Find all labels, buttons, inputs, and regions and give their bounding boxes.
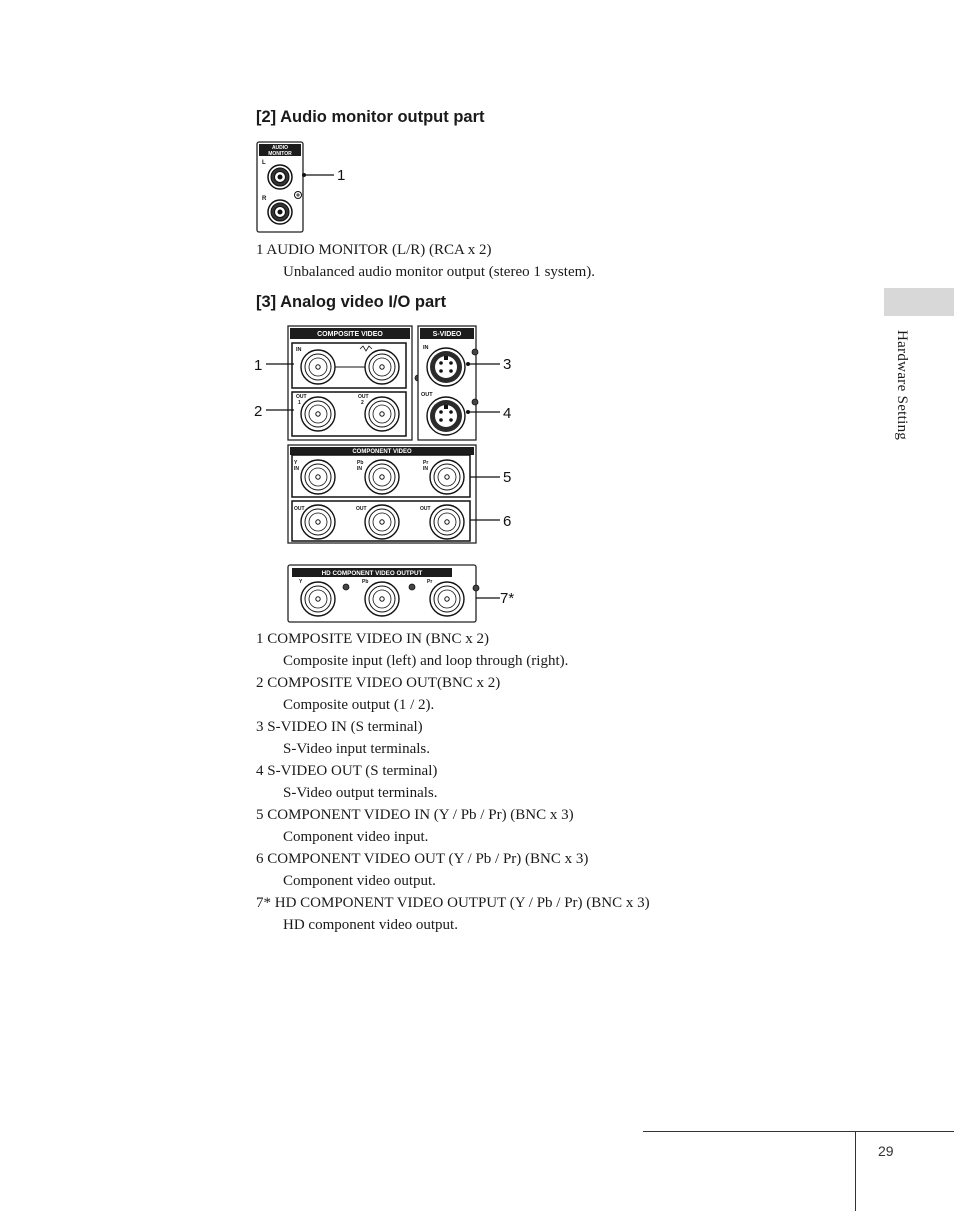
rca-l-connector: [268, 165, 292, 189]
audio-panel-title-2: MONITOR: [268, 151, 292, 157]
svg-text:OUT: OUT: [358, 394, 369, 400]
svg-text:Y: Y: [299, 579, 303, 585]
video-item-title-5: 5 COMPONENT VIDEO IN (Y / Pb / Pr) (BNC x 3): [256, 807, 574, 823]
audio-callout-1: 1: [337, 167, 346, 184]
video-callout-2: 2: [254, 403, 263, 420]
video-section-heading: [3] Analog video I/O part: [256, 293, 447, 311]
video-item-list: [256, 628, 650, 936]
footer-rule: [643, 1131, 954, 1132]
audio-label-r: R: [262, 196, 267, 202]
component-title: COMPONENT VIDEO: [352, 449, 412, 455]
bnc-hd-y: [301, 582, 335, 616]
svg-text:IN: IN: [294, 466, 299, 472]
audio-item-desc: Unbalanced audio monitor output (stereo 1 system).: [283, 264, 596, 280]
video-callout-7: 7*: [500, 590, 515, 607]
video-callout-5: 5: [503, 469, 512, 486]
svg-text:OUT: OUT: [294, 506, 305, 512]
svg-text:Pb: Pb: [362, 579, 369, 585]
hd-title: HD COMPONENT VIDEO OUTPUT: [321, 570, 423, 577]
bnc-connector-composite-out-2: [365, 397, 399, 431]
svg-text:IN: IN: [423, 466, 428, 472]
svideo-in-connector: [427, 348, 465, 386]
svg-text:IN: IN: [423, 345, 429, 351]
video-item-title-6: 6 COMPONENT VIDEO OUT (Y / Pb / Pr) (BNC x 3): [256, 851, 589, 867]
analog-video-figure: [250, 322, 530, 632]
video-callout-6: 6: [503, 513, 512, 530]
chapter-tab: [884, 288, 954, 316]
audio-label-l: L: [262, 160, 266, 166]
bnc-connector-composite-in-2: [365, 350, 399, 384]
svideo-title: S-VIDEO: [432, 331, 462, 338]
svg-text:Pr: Pr: [427, 579, 433, 585]
bnc-component-out-pb: [365, 505, 399, 539]
audio-section-heading: [2] Audio monitor output part: [256, 108, 485, 126]
svg-text:OUT: OUT: [356, 506, 367, 512]
bnc-component-in-pr: [430, 460, 464, 494]
bnc-component-out-y: [301, 505, 335, 539]
svg-text:OUT: OUT: [420, 506, 431, 512]
svg-text:Y: Y: [294, 460, 298, 466]
video-item-desc-6: Component video output.: [283, 873, 436, 889]
audio-monitor-figure: [250, 138, 360, 238]
bnc-component-out-pr: [430, 505, 464, 539]
svg-text:OUT: OUT: [296, 394, 307, 400]
video-item-desc-4: S-Video output terminals.: [283, 785, 438, 801]
video-item-title-1: 1 COMPOSITE VIDEO IN (BNC x 2): [256, 631, 490, 647]
svg-text:OUT: OUT: [421, 392, 433, 398]
bnc-hd-pr: [430, 582, 464, 616]
chapter-side-label: Hardware Setting: [894, 330, 910, 441]
video-item-desc-3: S-Video input terminals.: [283, 741, 430, 757]
svideo-out-connector: [427, 397, 465, 435]
video-callout-4: 4: [503, 405, 512, 422]
footer-divider: [855, 1131, 856, 1211]
svg-text:Pr: Pr: [423, 460, 429, 466]
audio-item-title: 1 AUDIO MONITOR (L/R) (RCA x 2): [256, 242, 492, 258]
bnc-connector-composite-out-1: [301, 397, 335, 431]
svg-text:IN: IN: [357, 466, 362, 472]
page-number: 29: [878, 1143, 894, 1159]
video-item-title-4: 4 S-VIDEO OUT (S terminal): [256, 763, 438, 779]
bnc-hd-pb: [365, 582, 399, 616]
bnc-connector-composite-in-1: [301, 350, 335, 384]
svg-text:IN: IN: [296, 347, 302, 353]
bnc-component-in-y: [301, 460, 335, 494]
video-item-desc-5: Component video input.: [283, 829, 429, 845]
video-item-title-7: 7* HD COMPONENT VIDEO OUTPUT (Y / Pb / Pr) (BNC x 3): [256, 895, 650, 911]
bnc-component-in-pb: [365, 460, 399, 494]
composite-title: COMPOSITE VIDEO: [317, 331, 383, 338]
video-item-desc-7: HD component video output.: [283, 917, 458, 933]
video-item-desc-2: Composite output (1 / 2).: [283, 697, 435, 713]
audio-panel-title-1: AUDIO: [271, 145, 289, 151]
svg-text:1: 1: [298, 400, 301, 406]
video-item-title-2: 2 COMPOSITE VIDEO OUT(BNC x 2): [256, 675, 501, 691]
svg-text:2: 2: [361, 400, 364, 406]
video-item-desc-1: Composite input (left) and loop through (right).: [283, 653, 569, 669]
video-item-title-3: 3 S-VIDEO IN (S terminal): [256, 719, 423, 735]
video-callout-1: 1: [254, 357, 263, 374]
svg-text:Pb: Pb: [357, 460, 364, 466]
rca-r-connector: [268, 200, 292, 224]
video-callout-3: 3: [503, 356, 512, 373]
audio-item-list: [256, 239, 595, 283]
